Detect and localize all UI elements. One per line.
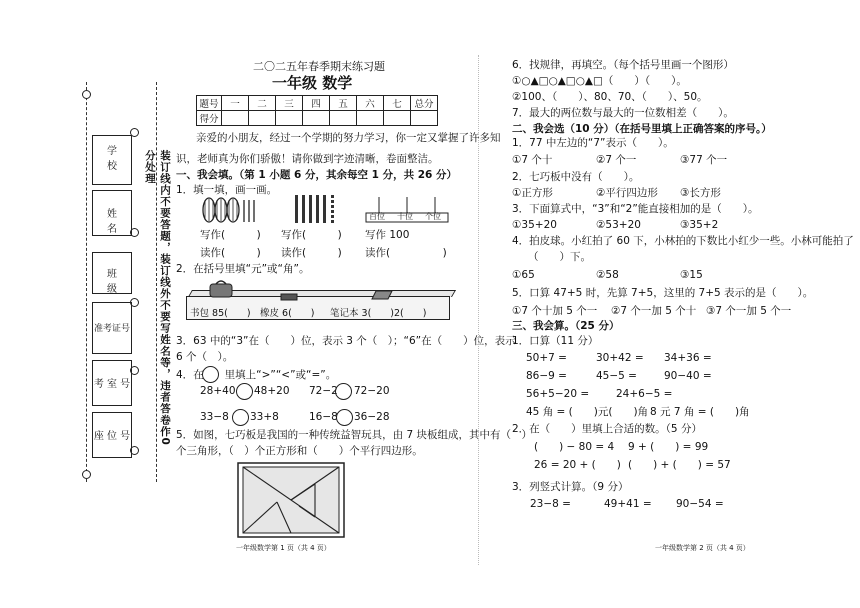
vertical-calc-title: 3．列竖式计算。（9 分） — [512, 481, 629, 493]
score-cell[interactable] — [303, 111, 330, 126]
mental-math-item[interactable]: 45−5 = — [596, 370, 637, 382]
choice-1-option-2: ②7 个一 — [596, 154, 637, 166]
mental-math-item[interactable]: 24+6−5 = — [616, 388, 673, 400]
choice-4-option-1: ①65 — [512, 269, 535, 281]
score-header-cell: 六 — [357, 96, 384, 111]
abacus-image[interactable] — [365, 195, 449, 223]
mental-math-item[interactable]: 90−40 = — [664, 370, 712, 382]
read-as-3[interactable]: 读作( ) — [365, 247, 447, 259]
compare-1-right: 48+20 — [254, 385, 290, 397]
score-cell[interactable] — [357, 111, 384, 126]
choice-4-line-2[interactable]: （ ）下。 — [528, 251, 591, 263]
choice-4-line-1: 4．拍皮球。小红拍了 60 下，小林拍的下数比小红少一些。小林可能拍了 — [512, 235, 854, 247]
binding-warning: 装订线内不要答题，装订线外不要写姓名等，违者答卷作0分处理 — [144, 150, 171, 446]
compare-2-circle[interactable] — [335, 383, 352, 400]
score-cell[interactable] — [411, 111, 438, 126]
score-value-row — [197, 111, 438, 126]
fill-number-item[interactable]: 26 = 20 + ( ) — [534, 459, 621, 471]
score-header-cell: 一 — [222, 96, 249, 111]
question-2: 2．在括号里填“元”或“角”。 — [176, 263, 310, 275]
school-label: 学 校 — [107, 146, 137, 172]
score-cell[interactable] — [330, 111, 357, 126]
read-as-2[interactable]: 读作( ) — [281, 247, 342, 259]
stick-bundles-image — [200, 196, 260, 224]
seat-label: 座 位 号 — [93, 431, 131, 442]
compare-3-circle[interactable] — [232, 409, 249, 426]
unit-conversion[interactable]: 8 元 7 角 = ( )角 — [650, 406, 750, 418]
choice-2-option-1: ①正方形 — [512, 187, 553, 199]
compare-4-left: 16−8 — [309, 411, 338, 423]
shelf-label-schoolbag[interactable]: 书包 85( ) — [190, 308, 251, 319]
question-3-line-1: 3．63 中的“3”在（ ）位，表示 3 个（ ）；“6”在（ ）位，表示 — [176, 335, 516, 347]
question-4: 4．在 里填上“>”“<”或“=”。 — [176, 369, 337, 381]
score-header-cell: 总分 — [411, 96, 438, 111]
notebook-icon — [370, 289, 394, 301]
choice-2-option-3: ③长方形 — [680, 187, 721, 199]
mental-math-item[interactable]: 30+42 = — [596, 352, 644, 364]
write-as-3: 写作 100 — [365, 229, 410, 241]
class-label: 班 级 — [107, 269, 137, 295]
choice-1[interactable]: 1．77 中左边的“7”表示（ ）。 — [512, 137, 674, 149]
choice-4-option-3: ③15 — [680, 269, 703, 281]
compare-4-right: 36−28 — [354, 411, 390, 423]
abacus-label-ones: 个位 — [425, 212, 441, 221]
score-header-cell: 五 — [330, 96, 357, 111]
score-header-cell: 二 — [249, 96, 276, 111]
exam-title: 二〇二五年春季期末练习题 — [253, 60, 385, 73]
intro-line-1: 亲爱的小朋友，经过一个学期的努力学习，你一定又掌握了许多知 — [196, 132, 501, 144]
page-divider — [478, 55, 479, 565]
schoolbag-icon — [208, 280, 234, 298]
tangram-image — [237, 462, 345, 538]
binding-ring — [82, 90, 91, 99]
compare-1-left: 28+40 — [200, 385, 236, 397]
compare-4-circle[interactable] — [336, 409, 353, 426]
question-5-line-2: 个三角形，（ ）个正方形和（ ）个平行四边形。 — [176, 445, 423, 457]
score-cell[interactable] — [249, 111, 276, 126]
binding-ring — [82, 470, 91, 479]
room-label: 考 室 号 — [93, 379, 131, 390]
question-3-line-2: 6 个（ ）。 — [176, 351, 234, 363]
choice-3[interactable]: 3．下面算式中，“3”和“2”能直接相加的是（ ）。 — [512, 203, 759, 215]
question-6: 6．找规律，再填空。（每个括号里画一个图形） — [512, 59, 734, 71]
question-1: 1．填一填，画一画。 — [176, 184, 278, 196]
choice-3-option-3: ③35+2 — [680, 219, 719, 231]
read-as-1[interactable]: 读作( ) — [200, 247, 261, 259]
exam-number-field[interactable] — [92, 302, 132, 354]
counting-bars-image — [293, 194, 337, 224]
page-footer-right: 一年级数学第 2 页（共 4 页） — [655, 544, 750, 552]
vertical-calc-item[interactable]: 90−54 = — [676, 498, 724, 510]
section-1-title: 一、我会填。（第 1 小题 6 分，其余每空 1 分，共 26 分） — [176, 169, 458, 181]
page-footer-left: 一年级数学第 1 页（共 4 页） — [236, 544, 331, 552]
compare-2-right: 72−20 — [354, 385, 390, 397]
mental-math-item[interactable]: 34+36 = — [664, 352, 712, 364]
mental-math-item[interactable]: 50+7 = — [526, 352, 567, 364]
score-header-row — [197, 96, 438, 111]
room-field[interactable] — [92, 360, 132, 406]
score-header-cell: 四 — [303, 96, 330, 111]
abacus-label-hundreds: 百位 — [369, 212, 385, 221]
question-6-pattern[interactable]: ①○▲□○▲□○▲□（ ）（ ）。 — [512, 75, 687, 87]
binding-line-outer — [86, 82, 87, 482]
choice-5-option-2: ②7 个一加 5 个十 — [611, 305, 697, 317]
question-5-line-1: 5．如图，七巧板是我国的一种传统益智玩具，由 7 块板组成，其中有（ ） — [176, 429, 533, 441]
class-field[interactable] — [92, 252, 137, 295]
compare-1-circle[interactable] — [236, 383, 253, 400]
shelf-label-notebook[interactable]: 笔记本 3( )2( ) — [330, 308, 427, 319]
score-header-cell: 七 — [384, 96, 411, 111]
eraser-icon — [280, 293, 298, 301]
subject-title: 一年级 数学 — [272, 74, 353, 92]
write-as-1[interactable]: 写作( ) — [200, 229, 261, 241]
section-2-title: 二、我会选（10 分）（在括号里填上正确答案的序号。） — [512, 123, 772, 135]
score-cell[interactable] — [222, 111, 249, 126]
score-cell[interactable] — [276, 111, 303, 126]
question-6-numbers[interactable]: ②100、（ ）、80、70、（ ）、50。 — [512, 91, 708, 103]
choice-2-option-2: ②平行四边形 — [596, 187, 658, 199]
section-3-title: 三、我会算。（25 分） — [512, 320, 620, 332]
choice-1-option-3: ③77 个一 — [680, 154, 728, 166]
score-label-cell: 得分 — [197, 111, 222, 126]
unit-conversion[interactable]: 45 角 = ( )元( )角 — [526, 406, 649, 418]
shelf-label-eraser[interactable]: 橡皮 6( ) — [260, 308, 315, 319]
choice-5[interactable]: 5．口算 47+5 时，先算 7+5，这里的 7+5 表示的是（ ）。 — [512, 287, 814, 299]
mental-math-title: 1．口算（11 分） — [512, 335, 599, 347]
question-7[interactable]: 7．最大的两位数与最大的一位数相差（ ）。 — [512, 107, 734, 119]
question-4-circle-hint — [202, 366, 219, 383]
score-table — [196, 95, 438, 126]
score-cell[interactable] — [384, 111, 411, 126]
fill-number-item[interactable]: ( ) + ( ) = 57 — [628, 459, 731, 471]
fill-number-title: 2．在（ ）里填上合适的数。（5 分） — [512, 423, 702, 435]
choice-4-option-2: ②58 — [596, 269, 619, 281]
choice-3-option-1: ①35+20 — [512, 219, 557, 231]
compare-3-right: 33+8 — [250, 411, 279, 423]
compare-3-left: 33−8 — [200, 411, 229, 423]
vertical-calc-item[interactable]: 23−8 = — [530, 498, 571, 510]
choice-5-option-1: ①7 个十加 5 个一 — [512, 305, 598, 317]
school-field[interactable] — [92, 135, 137, 185]
mental-math-item[interactable]: 56+5−20 = — [526, 388, 590, 400]
fill-number-item[interactable]: ( ) − 80 = 4 — [534, 441, 615, 453]
vertical-calc-item[interactable]: 49+41 = — [604, 498, 652, 510]
exam-number-label: 准考证号 — [93, 324, 130, 334]
compare-2-left: 72−2 — [309, 385, 338, 397]
intro-line-2: 识，老师真为你们骄傲！请你做到字迹清晰，卷面整洁。 — [176, 153, 439, 165]
mental-math-item[interactable]: 86−9 = — [526, 370, 567, 382]
abacus-label-tens: 十位 — [397, 212, 413, 221]
name-field[interactable] — [92, 190, 137, 236]
write-as-2[interactable]: 写作( ) — [281, 229, 342, 241]
choice-2[interactable]: 2．七巧板中没有（ ）。 — [512, 171, 640, 183]
fill-number-item[interactable]: 9 + ( ) = 99 — [628, 441, 709, 453]
score-header-cell: 三 — [276, 96, 303, 111]
score-header-cell: 题号 — [197, 96, 222, 111]
name-label: 姓 名 — [107, 209, 137, 235]
choice-1-option-1: ①7 个十 — [512, 154, 553, 166]
choice-3-option-2: ②53+20 — [596, 219, 641, 231]
choice-5-option-3: ③7 个一加 5 个一 — [706, 305, 792, 317]
seat-field[interactable] — [92, 412, 132, 458]
